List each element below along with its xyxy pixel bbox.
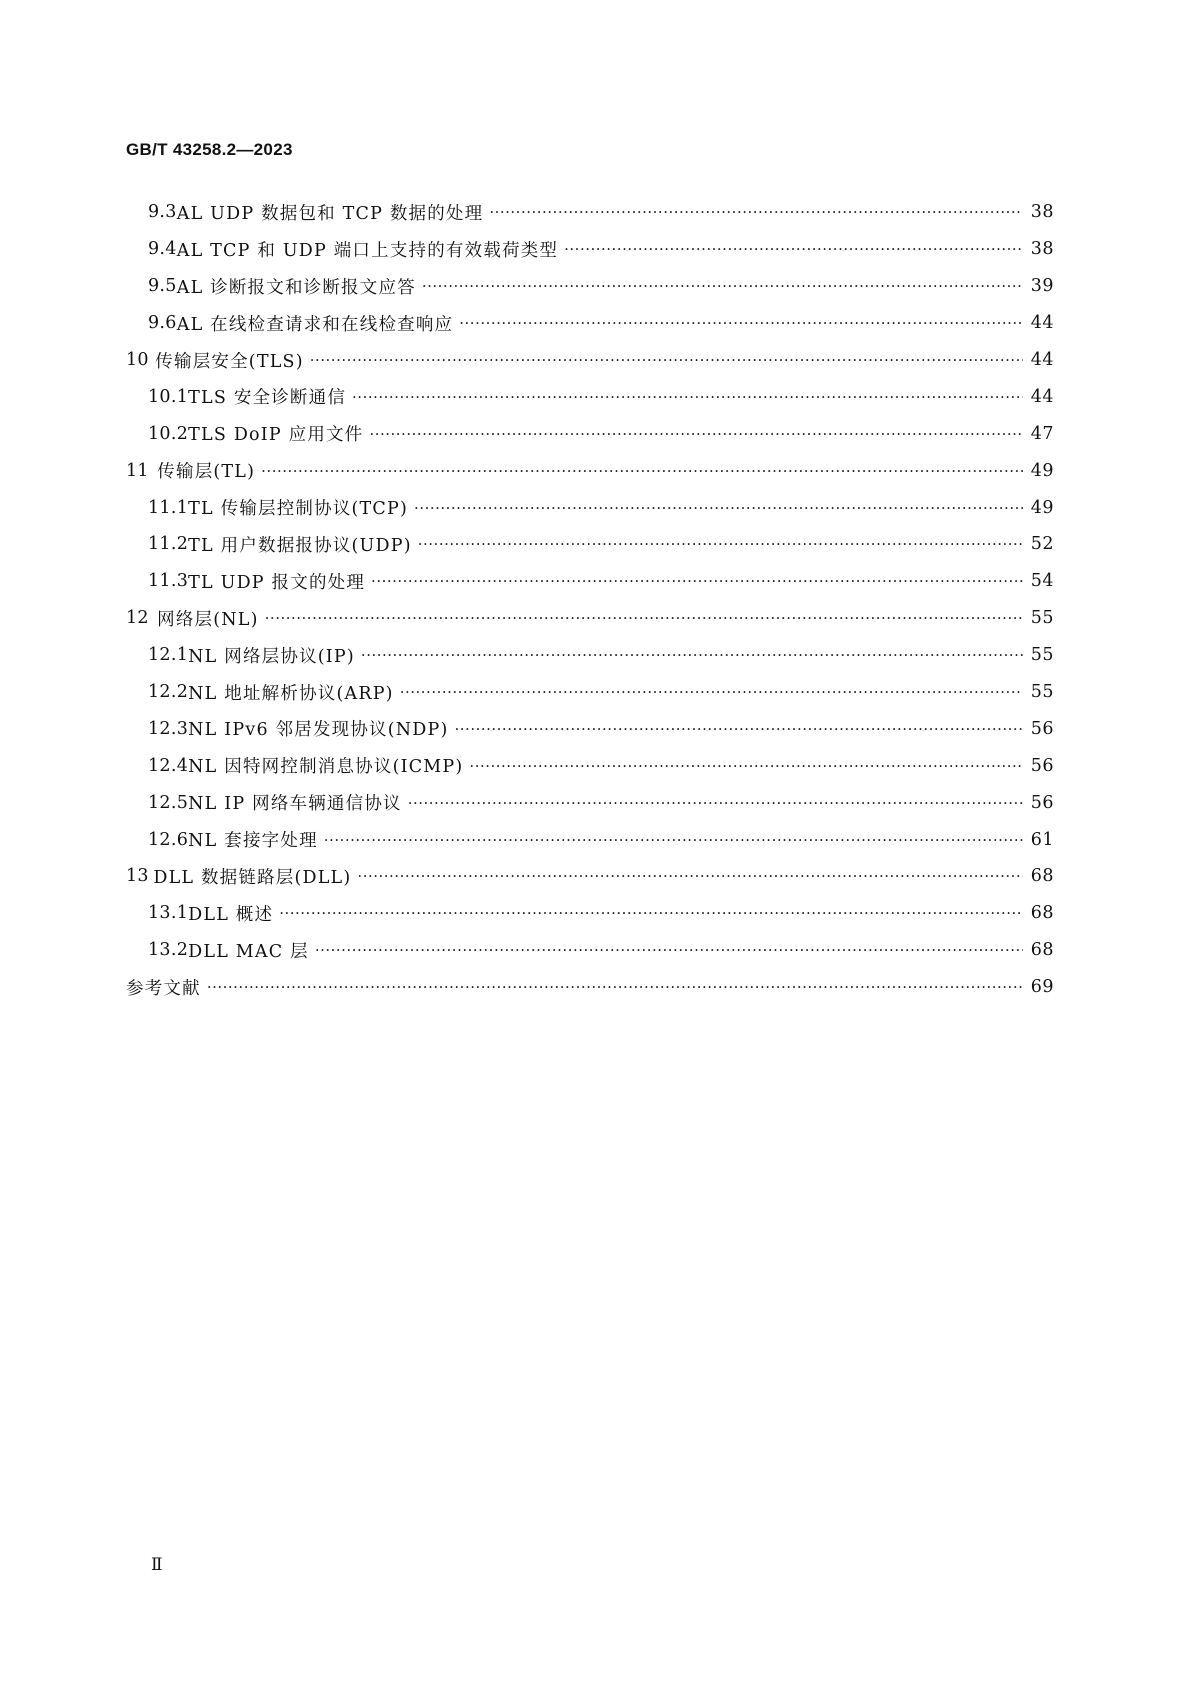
dot-leader [207, 978, 1023, 996]
toc-entry-page: 56 [1030, 792, 1054, 813]
toc-entry-title: TLS 安全诊断通信 [188, 388, 347, 409]
toc-entry-title: DLL 数据链路层(DLL) [153, 867, 352, 888]
toc-entry-title: NL 因特网控制消息协议(ICMP) [188, 757, 464, 778]
toc-entry-number: 9.5 [148, 276, 177, 297]
table-of-contents [126, 194, 1054, 1006]
toc-entry-page: 54 [1030, 571, 1054, 592]
toc-entry-title: 网络层(NL) [157, 609, 259, 630]
dot-leader [279, 904, 1023, 922]
toc-entry-number: 9.3 [148, 202, 177, 223]
toc-entry-number: 10 [126, 350, 149, 370]
toc-entry-title: AL 在线检查请求和在线检查响应 [176, 314, 454, 335]
toc-entry[interactable] [126, 452, 1054, 489]
toc-entry-page: 56 [1030, 718, 1054, 739]
toc-entry-page: 61 [1030, 829, 1054, 850]
dot-leader [414, 499, 1023, 517]
toc-entry-page: 44 [1030, 350, 1054, 370]
toc-entry-title: AL 诊断报文和诊断报文应答 [176, 277, 416, 298]
dot-leader [489, 203, 1022, 221]
dot-leader [455, 720, 1023, 738]
dot-leader [371, 572, 1023, 590]
dot-leader [459, 314, 1022, 332]
toc-entry-page: 68 [1030, 940, 1054, 961]
toc-entry-page: 44 [1030, 386, 1054, 407]
dot-leader [469, 757, 1022, 775]
toc-entry-number: 12.6 [148, 829, 189, 850]
toc-entry-page: 38 [1030, 239, 1054, 260]
toc-entry[interactable] [126, 563, 1054, 600]
toc-entry[interactable] [126, 305, 1054, 342]
toc-entry-title: TL 传输层控制协议(TCP) [188, 499, 409, 520]
toc-entry[interactable] [126, 194, 1054, 231]
dot-leader [361, 646, 1023, 664]
toc-entry-page: 68 [1030, 903, 1054, 924]
toc-entry-number: 10.2 [148, 423, 189, 444]
standard-code-header: GB/T 43258.2—2023 [126, 140, 293, 159]
toc-entry[interactable] [126, 969, 1054, 1006]
toc-entry-page: 47 [1030, 423, 1054, 444]
toc-entry[interactable] [126, 600, 1054, 637]
toc-entry-number: 12.3 [148, 718, 189, 739]
toc-entry-page: 56 [1030, 755, 1054, 776]
toc-entry-title: DLL MAC 层 [188, 941, 309, 962]
toc-entry-title: 传输层(TL) [157, 462, 256, 483]
toc-entry-title: NL 网络层协议(IP) [188, 646, 355, 667]
toc-entry-number: 9.6 [148, 313, 177, 334]
dot-leader [324, 831, 1023, 849]
toc-entry[interactable] [126, 268, 1054, 305]
toc-entry-page: 55 [1030, 682, 1054, 703]
toc-entry-number: 13.2 [148, 940, 189, 961]
toc-entry-number: 10.1 [148, 386, 189, 407]
dot-leader [408, 794, 1023, 812]
toc-entry-page: 44 [1030, 313, 1054, 334]
dot-leader [564, 240, 1023, 258]
toc-entry-number: 11.1 [148, 497, 189, 518]
toc-entry-title: TLS DoIP 应用文件 [188, 425, 364, 446]
dot-leader [357, 867, 1022, 885]
toc-entry-number: 12.1 [148, 645, 189, 666]
toc-entry-title: DLL 概述 [188, 904, 274, 925]
toc-entry[interactable] [126, 784, 1054, 821]
page-number: Ⅱ [151, 1555, 163, 1575]
toc-entry-page: 55 [1030, 608, 1054, 629]
toc-entry-number: 13.1 [148, 903, 189, 924]
toc-entry[interactable] [126, 489, 1054, 526]
toc-entry[interactable] [126, 895, 1054, 932]
dot-leader [315, 941, 1023, 959]
toc-entry[interactable] [126, 637, 1054, 674]
toc-entry[interactable] [126, 342, 1054, 379]
toc-entry-page: 68 [1030, 866, 1054, 887]
dot-leader [352, 388, 1023, 406]
dot-leader [422, 277, 1023, 295]
toc-entry-title: AL TCP 和 UDP 端口上支持的有效载荷类型 [176, 240, 559, 261]
dot-leader [418, 535, 1023, 553]
toc-entry-page: 69 [1030, 977, 1054, 998]
toc-entry-title: 传输层安全(TLS) [155, 351, 304, 372]
toc-entry-number: 13 [126, 866, 149, 887]
toc-entry-title: NL IPv6 邻居发现协议(NDP) [188, 720, 449, 741]
toc-entry[interactable] [126, 415, 1054, 452]
toc-entry[interactable] [126, 231, 1054, 268]
dot-leader [265, 609, 1023, 627]
toc-entry-number: 11.3 [148, 571, 189, 592]
toc-entry-number: 11 [126, 460, 149, 481]
toc-entry-page: 52 [1030, 534, 1054, 555]
toc-entry-title: NL IP 网络车辆通信协议 [188, 794, 402, 815]
toc-entry-title: NL 地址解析协议(ARP) [188, 683, 394, 704]
toc-entry-page: 49 [1030, 460, 1054, 481]
toc-entry[interactable] [126, 932, 1054, 969]
toc-entry-title: NL 套接字处理 [188, 831, 318, 852]
toc-entry[interactable] [126, 674, 1054, 711]
toc-entry-number: 12.4 [148, 755, 189, 776]
toc-entry[interactable] [126, 821, 1054, 858]
toc-entry-title: TL UDP 报文的处理 [188, 572, 366, 593]
toc-entry-page: 38 [1030, 202, 1054, 223]
toc-entry-page: 55 [1030, 645, 1054, 666]
toc-entry[interactable] [126, 378, 1054, 415]
toc-entry[interactable] [126, 858, 1054, 895]
toc-entry-title: TL 用户数据报协议(UDP) [188, 535, 412, 556]
toc-entry-title: AL UDP 数据包和 TCP 数据的处理 [176, 203, 484, 224]
toc-entry[interactable] [126, 710, 1054, 747]
toc-entry-page: 39 [1030, 276, 1054, 297]
dot-leader [400, 683, 1023, 701]
dot-leader [310, 351, 1023, 369]
dot-leader [369, 425, 1022, 443]
toc-entry[interactable] [126, 747, 1054, 784]
toc-entry-title: 参考文献 [126, 978, 201, 999]
toc-entry-number: 11.2 [148, 534, 189, 555]
toc-entry-page: 49 [1030, 497, 1054, 518]
toc-entry-number: 12.5 [148, 792, 189, 813]
dot-leader [261, 462, 1023, 480]
toc-entry[interactable] [126, 526, 1054, 563]
toc-entry-number: 12.2 [148, 682, 189, 703]
toc-entry-number: 9.4 [148, 239, 177, 260]
toc-entry-number: 12 [126, 608, 149, 629]
